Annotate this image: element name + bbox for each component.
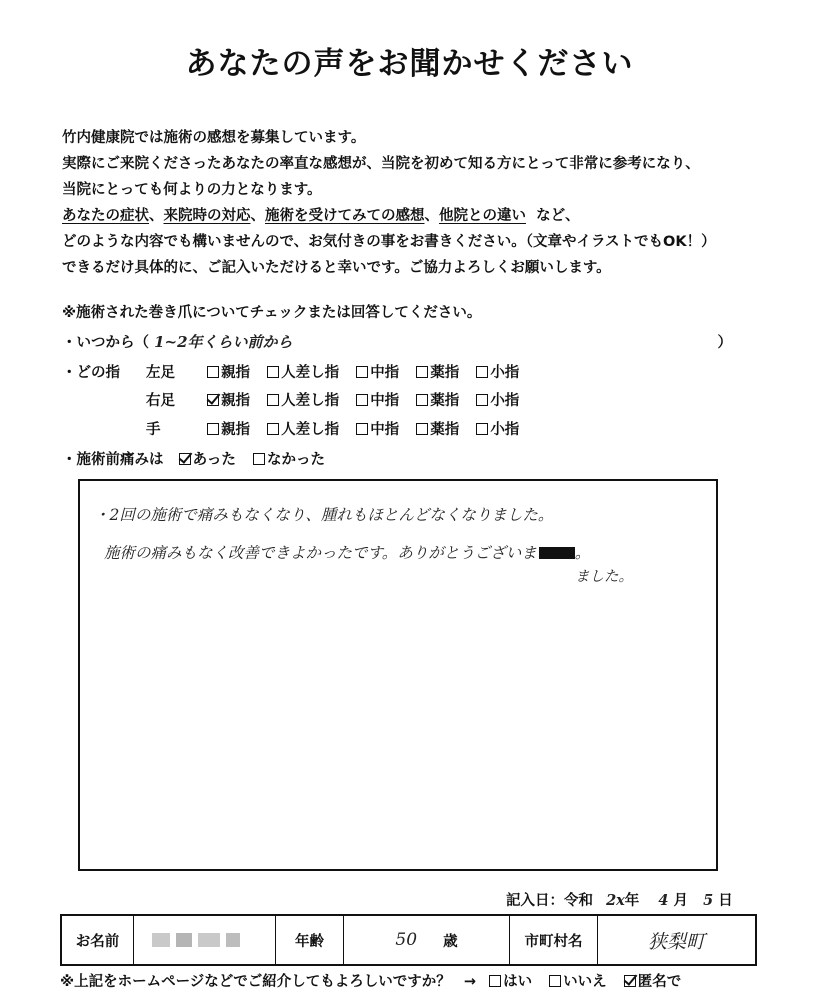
checkbox[interactable] — [416, 423, 428, 435]
intro-line-1: 竹内健康院では施術の感想を募集しています。 — [62, 130, 366, 146]
option-pinky[interactable] — [476, 361, 519, 382]
option-thumb[interactable] — [207, 361, 250, 382]
consent-row — [60, 970, 693, 991]
option-label: 人差し指 — [281, 365, 340, 381]
option-label: いいえ — [563, 974, 607, 990]
checkbox[interactable] — [253, 453, 265, 465]
comment-line-2: 施術の痛みもなく改善できよかったです。ありがとうございま 。 — [104, 544, 591, 562]
checkbox[interactable] — [267, 366, 279, 378]
which-finger-label: ・どの指 — [62, 365, 120, 381]
finger-row-hand — [146, 418, 531, 439]
option-label: 親指 — [221, 422, 251, 438]
consent-anonymous-option[interactable] — [624, 970, 682, 991]
name-field-redacted[interactable] — [134, 916, 276, 964]
intro-line-6: できるだけ具体的に、ご記入いただけると幸いです。ご協力よろしくお願いします。 — [62, 260, 611, 276]
scribble-out — [539, 547, 575, 559]
checkbox[interactable] — [267, 394, 279, 406]
checkbox[interactable] — [476, 366, 488, 378]
option-thumb[interactable] — [207, 389, 250, 410]
page-title: あなたの声をお聞かせください — [185, 46, 634, 82]
intro-line-3: 当院にとっても何よりの力となります。 — [62, 182, 322, 198]
side-label: 左足 — [146, 365, 175, 381]
intro-line-4 — [62, 204, 580, 225]
year-unit: 年 — [624, 893, 640, 909]
info-table — [60, 914, 757, 966]
intro-line-2: 実際にご来院くださったあなたの率直な感想が、当院を初めて知る方にとって非常に参考になり、 — [62, 156, 700, 172]
sep: 、 — [149, 208, 164, 224]
option-label: 中指 — [370, 365, 400, 381]
pain-row — [62, 448, 337, 469]
option-label: 匿名で — [637, 974, 682, 990]
date-year[interactable]: 2x — [606, 892, 625, 909]
city-field[interactable] — [598, 916, 755, 964]
checkbox[interactable] — [267, 423, 279, 435]
consent-yes-option[interactable] — [489, 970, 532, 991]
pain-yes-option[interactable] — [179, 448, 236, 469]
name-label: お名前 — [62, 916, 134, 964]
since-row — [62, 331, 742, 352]
intro-end: など、 — [536, 208, 580, 224]
consent-question: ※上記をホームページなどでご紹介してもよろしいですか？ — [60, 974, 451, 990]
option-label: なかった — [266, 452, 325, 468]
option-ring[interactable] — [416, 418, 459, 439]
date-label: 記入日：令和 — [506, 893, 593, 909]
sep: 、 — [424, 208, 439, 224]
side-label: 手 — [146, 422, 161, 438]
option-label: 中指 — [370, 422, 400, 438]
option-label: 薬指 — [430, 365, 460, 381]
checkbox[interactable] — [207, 366, 219, 378]
pain-no-option[interactable] — [253, 448, 325, 469]
option-label: 人差し指 — [281, 393, 340, 409]
age-label: 年齢 — [276, 916, 344, 964]
option-index[interactable] — [267, 361, 339, 382]
redaction-block — [176, 933, 192, 947]
comment-line-1: ・2回の施術で痛みもなくなり、腫れもほとんどなくなりました。 — [94, 506, 554, 524]
finger-row-left-foot — [146, 361, 531, 382]
option-label: 親指 — [221, 365, 251, 381]
intro-symptom: あなたの症状 — [62, 208, 149, 224]
arrow-icon: → — [463, 974, 477, 990]
checkbox[interactable] — [489, 975, 501, 987]
since-close: ） — [717, 335, 732, 351]
intro-other-clinic: 他院との違い — [439, 208, 526, 224]
option-index[interactable] — [267, 389, 339, 410]
option-middle[interactable] — [356, 418, 399, 439]
comment-line-2-text: 施術の痛みもなく改善できよかったです。ありがとうございま — [104, 544, 537, 562]
option-ring[interactable] — [416, 361, 459, 382]
option-label: はい — [503, 974, 533, 990]
city-label: 市町村名 — [510, 916, 598, 964]
option-label: 薬指 — [430, 393, 460, 409]
intro-line-5: どのような内容でも構いませんので、お気付きの事をお書きください。（文章やイラストでもOK！） — [62, 234, 716, 250]
survey-heading: ※施術された巻き爪についてチェックまたは回答してください。 — [62, 305, 482, 321]
age-unit: 歳 — [443, 933, 458, 950]
checkbox[interactable] — [356, 394, 368, 406]
option-label: 薬指 — [430, 422, 460, 438]
checkbox[interactable] — [207, 423, 219, 435]
date-day[interactable]: 5 — [703, 892, 714, 909]
option-label: 人差し指 — [281, 422, 340, 438]
checkbox[interactable] — [416, 366, 428, 378]
checkbox[interactable] — [476, 394, 488, 406]
option-label: 中指 — [370, 393, 400, 409]
month-unit: 月 — [673, 893, 689, 909]
redaction-block — [226, 933, 240, 947]
since-label: ・いつから（ — [62, 335, 149, 351]
age-value: 50 — [395, 930, 418, 950]
day-unit: 日 — [718, 893, 733, 909]
comment-line-3: ました。 — [575, 569, 633, 585]
side-label: 右足 — [146, 393, 175, 409]
redaction-block — [198, 933, 220, 947]
option-label: 小指 — [490, 422, 520, 438]
sep: 、 — [250, 208, 265, 224]
option-pinky[interactable] — [476, 389, 519, 410]
checkbox[interactable] — [549, 975, 561, 987]
pain-label: ・施術前痛みは — [62, 452, 164, 468]
date-month[interactable]: 4 — [658, 892, 669, 909]
option-middle[interactable] — [356, 361, 399, 382]
checkbox[interactable] — [356, 423, 368, 435]
city-value: 狭梨町 — [647, 930, 705, 953]
option-pinky[interactable] — [476, 418, 519, 439]
option-middle[interactable] — [356, 389, 399, 410]
checkbox-checked[interactable] — [207, 394, 219, 406]
option-index[interactable] — [267, 418, 339, 439]
finger-row-right-foot — [146, 389, 531, 410]
intro-visit: 来院時の対応 — [163, 208, 251, 224]
consent-no-option[interactable] — [549, 970, 607, 991]
intro-treatment: 施術を受けてみての感想 — [265, 208, 425, 224]
entry-date — [506, 889, 733, 910]
option-label: あった — [192, 452, 236, 468]
option-label: 小指 — [490, 393, 520, 409]
redaction-block — [152, 933, 170, 947]
checkbox-checked[interactable] — [179, 453, 191, 465]
checkbox[interactable] — [416, 394, 428, 406]
option-thumb[interactable] — [207, 418, 250, 439]
checkbox[interactable] — [476, 423, 488, 435]
option-label: 小指 — [490, 365, 520, 381]
option-label: 親指 — [221, 393, 251, 409]
since-answer[interactable]: 1~2年くらい前から — [154, 333, 293, 351]
age-field[interactable] — [344, 916, 510, 964]
checkbox[interactable] — [356, 366, 368, 378]
comment-box[interactable] — [78, 479, 718, 871]
option-ring[interactable] — [416, 389, 459, 410]
checkbox-checked[interactable] — [624, 975, 636, 987]
